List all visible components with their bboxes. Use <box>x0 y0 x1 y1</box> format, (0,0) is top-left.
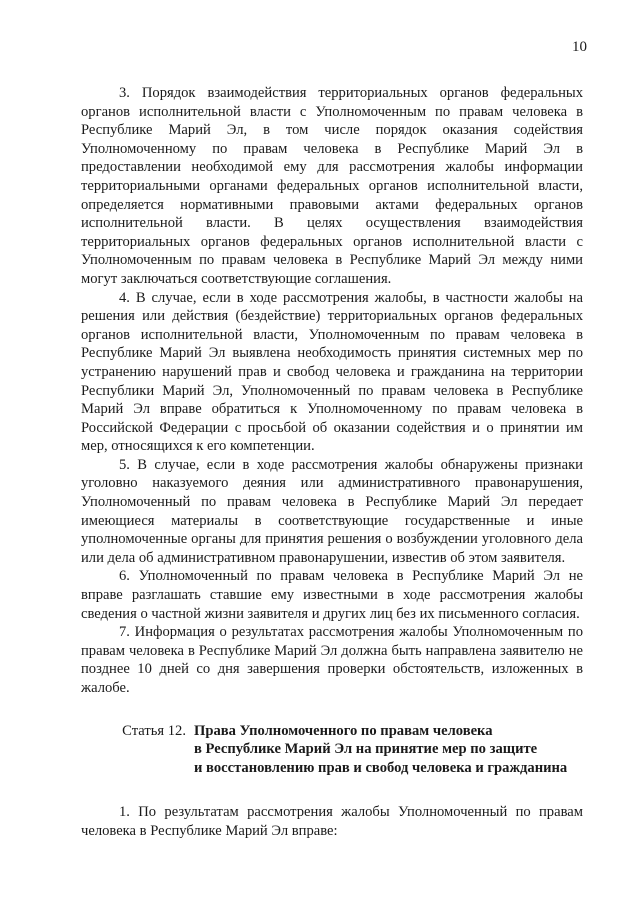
page-number: 10 <box>572 39 587 55</box>
paragraph-article-12-1: 1. По результатам рассмотрения жалобы Уполномоченный по правам человека в Республике Марий Эл вправе: <box>81 804 583 839</box>
article-heading <box>81 722 583 778</box>
paragraph-3: 3. Порядок взаимодействия территориальных органов федеральных органов исполнительной власти с Уполномоченным по правам человека в Республике Марий Эл, в том числе порядок оказания содействия Уполномоченному по правам человека в Республике Марий Эл в предоставлении необходимой ему для рассмотрения жалобы информации территориальными органами федеральных органов исполнительной власти, определяется нормативными правовыми актами федеральных органов исполнительной власти. В целях осуществления взаимодействия территориальных органов федеральных органов исполнительной власти с Уполномоченным по правам человека в Республике Марий Эл между ними могут заключаться соответствующие соглашения. <box>81 85 583 287</box>
article-title-line: в Республике Марий Эл на принятие мер по защите <box>194 741 538 758</box>
paragraph-7: 7. Информация о результатах рассмотрения жалобы Уполномоченным по правам человека в Республике Марий Эл должна быть направлена заявителю не позднее 10 дней со дня завершения проверки обстоятельств, изложенных в жалобе. <box>81 624 583 696</box>
document-body <box>81 84 583 841</box>
paragraph-4: 4. В случае, если в ходе рассмотрения жалобы, в частности жалобы на решения или действия (бездействие) территориальных органов федеральных органов исполнительной власти, Уполномоченным по правам человека в Республике Марий Эл выявлена необходимость принятия системных мер по устранению нарушений прав и свобод человека и гражданина на территории Республики Марий Эл, Уполномоченный по правам человека в Республике Марий Эл вправе обратиться к Уполномоченному по правам человека в Российской Федерации с просьбой об оказании содействия и о принятии им мер, относящихся к его компетенции. <box>81 289 583 455</box>
paragraph-5: 5. В случае, если в ходе рассмотрения жалобы обнаружены признаки уголовно наказуемого деяния или административного правонарушения, Уполномоченный по правам человека в Республике Марий Эл передает имеющиеся материалы в соответствующие государственные и иные уполномоченные органы для принятия решения о возбуждении уголовного дела или дела об административном правонарушении, известив об этом заявителя. <box>81 456 583 566</box>
article-title-line: и восстановлению прав и свобод человека и гражданина <box>194 759 568 776</box>
article-title-line: Права Уполномоченного по правам человека <box>194 722 493 739</box>
paragraph-6: 6. Уполномоченный по правам человека в Республике Марий Эл не вправе разглашать ставшие ему известными в ходе рассмотрения жалобы сведения о частной жизни заявителя и других лиц без их письменного согласия. <box>81 568 583 622</box>
article-title <box>194 722 583 778</box>
article-label: Статья 12. <box>122 722 186 739</box>
